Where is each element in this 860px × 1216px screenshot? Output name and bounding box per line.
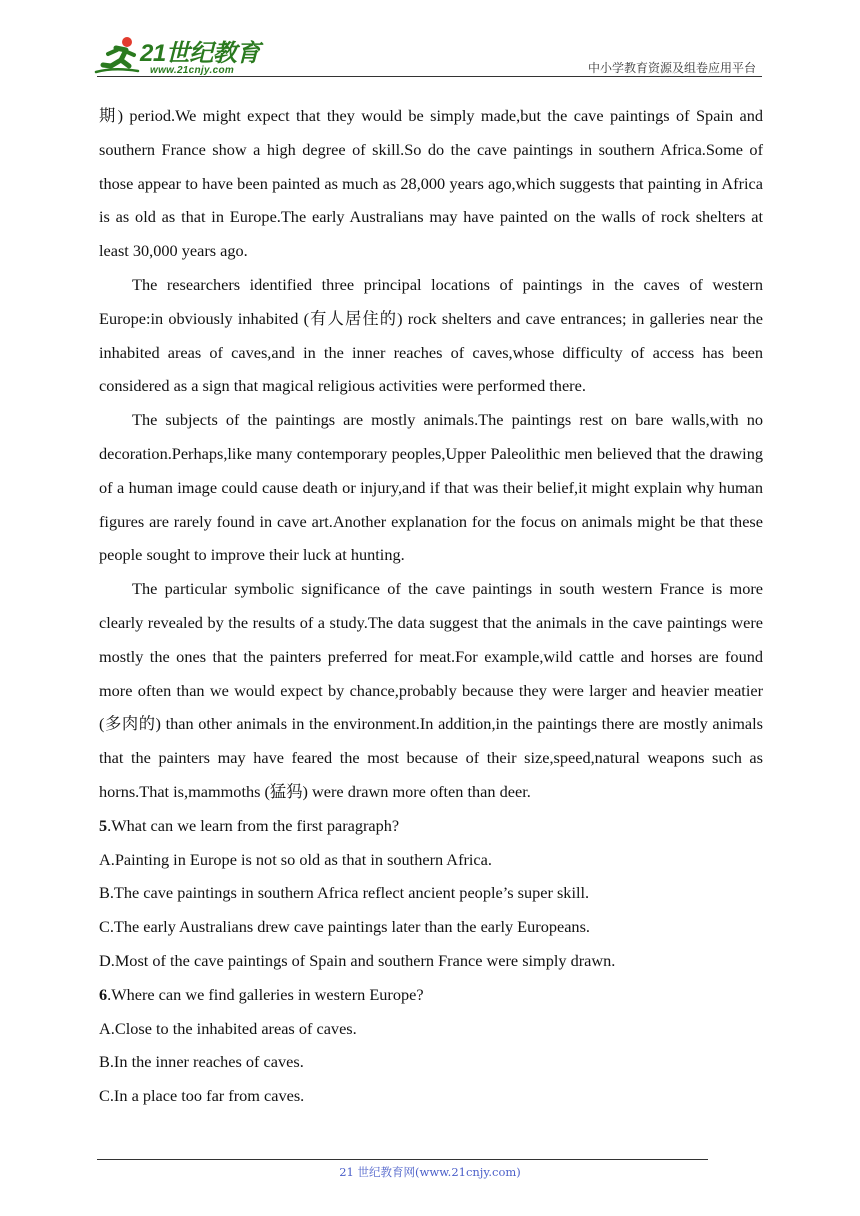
option-b[interactable]: B.In the inner reaches of caves.	[99, 1052, 304, 1072]
question-text: .What can we learn from the first paragraph?	[107, 815, 400, 835]
footer-link[interactable]: 21 世纪教育网(www.21cnjy.com)	[339, 1165, 521, 1179]
logo-text: 21世纪教育	[140, 40, 260, 67]
option-c[interactable]: C.In a place too far from caves.	[99, 1086, 305, 1106]
header-divider	[97, 76, 762, 77]
passage-paragraph-4: The particular symbolic significance of the cave paintings in south western France is more clearly revealed by the results of a study.The data suggest that the animals in the cave paintings were mostly the ones that the painters preferred for meat.For example,wild cattle and horses are found more often than we would expect by chance,probably because they were larger and heavier meatier (多肉的) than other animals in the environment.In addition,in the paintings there are mostly animals that the painters may have feared the most because of their size,speed,natural weapons such as horns.That is,mammoths (猛犸) were drawn more often than deer.	[99, 579, 763, 801]
option-b[interactable]: B.The cave paintings in southern Africa reflect ancient people’s super skill.	[99, 883, 590, 903]
runner-logo-icon	[94, 36, 144, 76]
option-d[interactable]: D.Most of the cave paintings of Spain and southern France were simply drawn.	[99, 950, 616, 970]
question-number: 5	[99, 815, 108, 835]
question-5	[99, 809, 763, 978]
page-header	[0, 0, 860, 80]
page-content	[99, 99, 763, 1113]
option-a[interactable]: A.Painting in Europe is not so old as that in southern Africa.	[99, 849, 492, 869]
passage-paragraph-3: The subjects of the paintings are mostly animals.The paintings rest on bare walls,with no decoration.Perhaps,like many contemporary peoples,Upper Paleolithic men believed that the drawing of a human image could cause death or injury,and if that was their belief,it might explain why human figures are rarely found in cave art.Another explanation for the focus on animals might be that these people sought to improve their luck at hunting.	[99, 410, 763, 565]
logo-url: www.21cnjy.com	[150, 65, 235, 76]
question-stem	[99, 978, 763, 1012]
passage-paragraph-2: The researchers identified three principal locations of paintings in the caves of western Europe:in obviously inhabited (有人居住的) rock shelters and cave entrances; in galleries near the inhabited areas of caves,and in the inner reaches of caves,whose difficulty of access has been considered as a sign that magical religious activities were performed there.	[99, 274, 763, 396]
platform-title: 中小学教育资源及组卷应用平台	[587, 61, 756, 75]
footer-divider	[97, 1159, 708, 1160]
option-c[interactable]: C.The early Australians drew cave paintings later than the early Europeans.	[99, 917, 590, 937]
question-text: .Where can we find galleries in western Europe?	[107, 984, 424, 1004]
question-number: 6	[99, 984, 108, 1004]
option-a[interactable]: A.Close to the inhabited areas of caves.	[99, 1018, 357, 1038]
question-6	[99, 978, 763, 1113]
site-logo[interactable]	[94, 36, 269, 78]
question-stem	[99, 809, 763, 843]
passage-paragraph-1: 期) period.We might expect that they would be simply made,but the cave paintings of Spain and southern France show a high degree of skill.So do the cave paintings in southern Africa.Some of those appear to have been painted as much as 28,000 years ago,which suggests that painting in Africa is as old as that in Europe.The early Australians may have painted on the walls of rock shelters at least 30,000 years ago.	[99, 106, 763, 261]
